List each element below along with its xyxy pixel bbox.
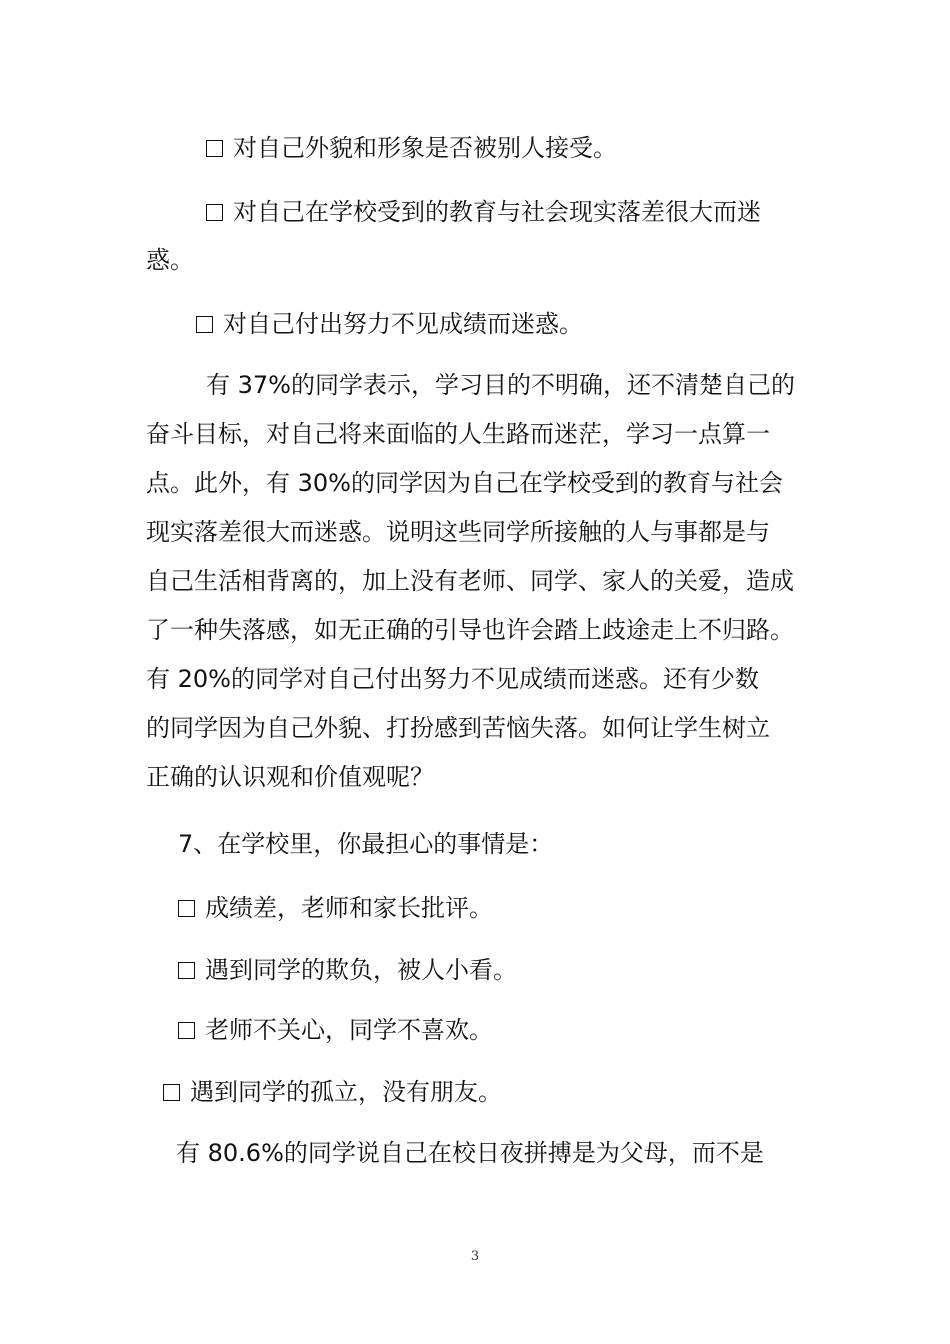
option-education-gap <box>206 196 761 228</box>
option-not-cared <box>178 1014 493 1046</box>
checkbox-icon <box>178 962 195 979</box>
paragraph-line: 自己生活相背离的，加上没有老师、同学、家人的关爱，造成 <box>146 567 794 595</box>
paragraph-line: 现实落差很大而迷惑。说明这些同学所接触的人与事都是与 <box>146 518 770 546</box>
checkbox-icon <box>196 316 213 333</box>
paragraph-line: 有 37%的同学表示，学习目的不明确，还不清楚自己的 <box>206 371 795 399</box>
page-number: 3 <box>470 1249 480 1264</box>
paragraph-line: 正确的认识观和价值观呢？ <box>146 763 434 791</box>
checkbox-icon <box>206 140 223 157</box>
checkbox-icon <box>163 1084 180 1101</box>
option-poor-grades <box>178 892 493 924</box>
option-effort <box>196 308 583 340</box>
paragraph-line: 有 20%的同学对自己付出努力不见成绩而迷惑。还有少数 <box>146 665 759 693</box>
paragraph-line: 的同学因为自己外貌、打扮感到苦恼失落。如何让学生树立 <box>146 714 770 742</box>
option-text: 成绩差，老师和家长批评。 <box>205 894 493 922</box>
paragraph-line: 有 80.6%的同学说自己在校日夜拼搏是为父母，而不是 <box>176 1139 764 1167</box>
question-7: 7、在学校里，你最担心的事情是： <box>178 830 554 858</box>
option-bullied <box>178 954 517 986</box>
checkbox-icon <box>178 1022 195 1039</box>
option-text: 对自己付出努力不见成绩而迷惑。 <box>223 310 583 338</box>
option-text: 对自己在学校受到的教育与社会现实落差很大而迷 <box>233 198 761 226</box>
checkbox-icon <box>178 900 195 917</box>
paragraph-line: 奋斗目标，对自己将来面临的人生路而迷茫，学习一点算一 <box>146 420 770 448</box>
paragraph-line: 点。此外，有 30%的同学因为自己在学校受到的教育与社会 <box>146 469 783 497</box>
option-education-gap-continuation: 惑。 <box>146 246 194 274</box>
option-appearance <box>206 132 617 164</box>
checkbox-icon <box>206 204 223 221</box>
option-text: 对自己外貌和形象是否被别人接受。 <box>233 134 617 162</box>
option-text: 遇到同学的欺负，被人小看。 <box>205 956 517 984</box>
option-text: 老师不关心，同学不喜欢。 <box>205 1016 493 1044</box>
paragraph-line: 了一种失落感，如无正确的引导也许会踏上歧途走上不归路。 <box>146 616 794 644</box>
option-isolated <box>163 1076 502 1108</box>
option-text: 遇到同学的孤立，没有朋友。 <box>190 1078 502 1106</box>
